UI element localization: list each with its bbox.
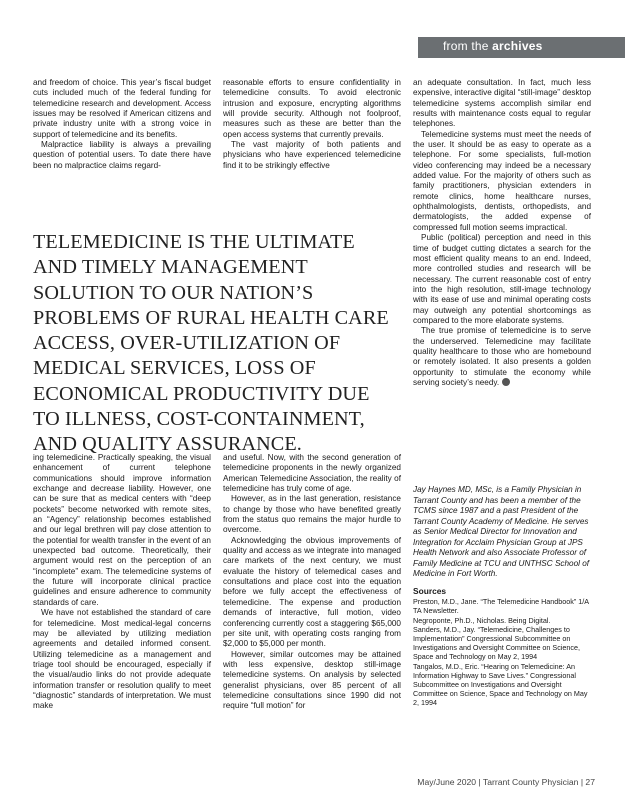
- pull-quote: TELEMEDICINE IS THE ULTIMATE AND TIMELY MANAGEMENT SOLUTION TO OUR NATION’S PROBLEMS OF RURAL HEALTH CARE ACCESS, OVER-UTILIZATION OF MEDICAL SERVICES, LOSS OF ECONOMICAL PRODUCTIVITY DUE TO ILLNESS, COST-CONTAINMENT, AND QUALITY ASSURANCE.: [33, 231, 389, 456]
- paragraph: and freedom of choice. This year’s fiscal budget cuts included much of the federal funding for telemedicine research and development. Access issues may be resolved if American citizens and private industry unite with a strong voice in support of telemedicine and its benefits.: [33, 78, 211, 139]
- paragraph: an adequate consultation. In fact, much less expensive, interactive digital “still-image” desktop telemedicine systems accomplish similar end results with maintenance costs equal to regular telephones.: [413, 78, 591, 129]
- author-bio: Jay Haynes MD, MSc, is a Family Physician in Tarrant County and has been a member of the TCMS since 1987 and a past President of the Tarrant County Academy of Medicine. He serves as Senior Medical Director for Innovation and Integration for Acclaim Physician Group at JPS Health Network and also Associate Professor of Family Medicine at TCU and UNTHSC School of Medicine in Fort Worth.: [413, 485, 590, 578]
- source-item: Sanders, M.D., Jay. “Telemedicine, Challenges to Implementation” Congressional Subcommittee on Investigations and Oversight Committee on Science, Space and Technology on May 2, 1994: [413, 624, 580, 662]
- paragraph: Malpractice liability is always a prevailing question of potential users. To date there have been no malpractice claims regard-: [33, 140, 211, 170]
- paragraph: However, as in the last generation, resistance to change by those who have benefited greatly from the status quo remains the major hurdle to overcome.: [223, 494, 401, 535]
- source-item: Negroponte, Ph.D., Nicholas. Being Digital.: [413, 615, 551, 625]
- paragraph: and useful. Now, with the second generation of telemedicine proponents in the newly organized American Telemedicine Association, the reality of telemedicine has truly come of age.: [223, 453, 401, 494]
- column-3: [413, 78, 591, 388]
- source-item: Preston, M.D., Jane. “The Telemedicine Handbook” 1/A TA Newsletter.: [413, 597, 589, 616]
- section-tag-from: from the: [443, 39, 493, 53]
- end-of-article-icon: [502, 378, 510, 386]
- paragraph: Public (political) perception and need in this time of budget cutting dictates a search for the most efficient quality means to an end. Indeed, more controlled studies and research will be necessary. The current reasonable cost of entry into the high resolution, still-image technology with its ease of use and minimal operating costs may outweigh any potential shortcomings as compared to the more elaborate systems.: [413, 233, 591, 325]
- paragraph: Acknowledging the obvious improvements of quality and access as we integrate into managed care markets of the next century, we must evaluate the history of telemedical cases and consultations and place cost into the equation before we fully accept the effectiveness of telemedicine. The expense and production demands of interactive, full motion, video conferencing currently cost a staggering $65,000 per site unit, with operating costs ranging from $2,000 to $5,000 per month.: [223, 535, 401, 649]
- paragraph: reasonable efforts to ensure confidentiality in telemedicine consults. To avoid electronic intrusion and exposure, encrypting algorithms will provide security. Although not foolproof, measures such as these are better than the open access systems that currently prevails.: [223, 78, 401, 139]
- paragraph: However, similar outcomes may be attained with less expensive, desktop still-image telemedicine systems. On analysis by selected generalist physicians, over 85 percent of all telemedicine consultations since 1990 did not require “full motion” for: [223, 649, 401, 711]
- paragraph: Telemedicine systems must meet the needs of the user. It should be as easy to operate as a telephone. For some specialists, full-motion video conferencing may indeed be a necessary added value. For the majority of others such as family practitioners, physician extenders in remote clinics, home healthcare nurses, ophthalmologists, dentists, orthopedists, and dermatologists, the added expense of compressed full motion seems impractical.: [413, 129, 591, 232]
- section-tag: [418, 37, 625, 58]
- column-2-bottom: [223, 453, 401, 712]
- section-tag-label: [443, 39, 542, 53]
- page-footer: May/June 2020 | Tarrant County Physician | 27: [417, 777, 595, 787]
- section-tag-archives: archives: [492, 39, 543, 53]
- column-1-bottom: [33, 453, 211, 712]
- paragraph-text: The true promise of telemedicine is to serve the underserved. Telemedicine may facilitate quality healthcare to those who are homebound or remotely isolated. It also presents a golden opportunity to stimulate the economy while serving society’s needy.: [413, 326, 591, 387]
- paragraph: We have not established the standard of care for telemedicine. Most medical-legal concerns may be alleviated by utilizing mediation agreements and detailed informed consent. Utilizing telemedicine as a management and triage tool should be encouraged, especially if the visual/audio links do not provide adequate information transfer or resolution qualify to meet “diagnostic” standards of interpretation. We must make: [33, 608, 211, 711]
- source-item: Tangalos, M.D., Eric. “Hearing on Telemedicine: An Information Highway to Save Lives.” Congressional Subcommittee on Investigations and Oversight Committee on Science, Space and Technology on May 2, 1994: [413, 661, 588, 708]
- column-2-top: [223, 78, 401, 171]
- column-1-top: [33, 78, 211, 171]
- sources-title: Sources: [413, 586, 447, 596]
- paragraph: ing telemedicine. Practically speaking, the visual enhancement of current telephone communications should improve information exchange and decrease liability. However, one can be sure that as medical centers with “deep pockets” become networked with remote sites, an “Agency” relationship becomes established and our legal brethren will pay close attention to the potential for wealth transfer in the event of an unexpected bad outcome. Theoretically, their argument would rest on the perception of an “incomplete” exam. The telemedicine systems of the future will incorporate clinical practice guidelines and ensure adherence to community standards of care.: [33, 453, 211, 607]
- sources-list: [413, 587, 591, 708]
- paragraph: [413, 326, 591, 388]
- paragraph: The vast majority of both patients and physicians who have experienced telemedicine find it to be strikingly effective: [223, 140, 401, 170]
